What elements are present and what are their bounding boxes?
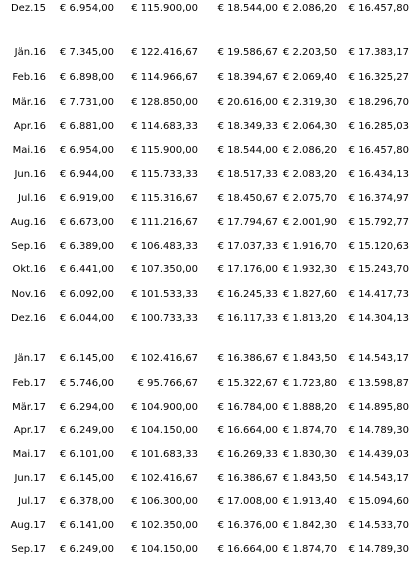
value-cell: € 7.731,00 [59,97,114,108]
period-cell: Mai.17 [12,449,46,460]
total-cell: € 104.150,00 [131,425,198,436]
table-row [0,307,412,331]
deduction-cell: € 1.874,70 [282,425,337,436]
value-cell: € 6.249,00 [59,544,114,555]
table-row [0,258,412,282]
table-row [0,467,412,491]
value-cell: € 6.044,00 [59,313,114,324]
total-cell: € 122.416,67 [131,47,198,58]
net-cell: € 16.457,80 [348,145,409,156]
total-cell: € 102.416,67 [131,473,198,484]
deduction-cell: € 2.001,90 [282,217,337,228]
table-row [0,163,412,187]
amount-cell: € 16.784,00 [217,402,278,413]
net-cell: € 14.543,17 [348,353,409,364]
amount-cell: € 15.322,67 [217,378,278,389]
table-row [0,396,412,420]
period-cell: Jän.16 [14,47,46,58]
period-cell: Nov.16 [11,289,46,300]
deduction-cell: € 2.086,20 [282,145,337,156]
table-row [0,419,412,443]
value-cell: € 6.145,00 [59,473,114,484]
table-row [0,187,412,211]
total-cell: € 102.350,00 [131,520,198,531]
period-cell: Jän.17 [14,353,46,364]
amount-cell: € 19.586,67 [217,47,278,58]
amount-cell: € 17.008,00 [217,496,278,507]
amount-cell: € 16.386,67 [217,473,278,484]
deduction-cell: € 1.843,50 [282,473,337,484]
net-cell: € 16.325,27 [348,72,409,83]
total-cell: € 106.300,00 [131,496,198,507]
total-cell: € 115.900,00 [131,145,198,156]
period-cell: Dez.16 [10,313,46,324]
total-cell: € 114.683,33 [131,121,198,132]
period-cell: Mär.17 [12,402,46,413]
amount-cell: € 16.386,67 [217,353,278,364]
amount-cell: € 16.376,00 [217,520,278,531]
net-cell: € 16.434,13 [348,169,409,180]
total-cell: € 95.766,67 [137,378,198,389]
net-cell: € 15.120,63 [348,241,409,252]
net-cell: € 14.895,80 [348,402,409,413]
value-cell: € 6.898,00 [59,72,114,83]
amount-cell: € 17.176,00 [217,264,278,275]
value-cell: € 6.378,00 [59,496,114,507]
net-cell: € 14.304,13 [348,313,409,324]
net-cell: € 16.285,03 [348,121,409,132]
period-cell: Aug.16 [10,217,46,228]
table-row [0,139,412,163]
period-cell: Aug.17 [10,520,46,531]
deduction-cell: € 1.827,60 [282,289,337,300]
amount-cell: € 17.037,33 [217,241,278,252]
amount-cell: € 16.269,33 [217,449,278,460]
deduction-cell: € 2.064,30 [282,121,337,132]
value-cell: € 6.954,00 [59,145,114,156]
total-cell: € 102.416,67 [131,353,198,364]
net-cell: € 15.792,77 [348,217,409,228]
net-cell: € 14.439,03 [348,449,409,460]
table-row [0,115,412,139]
amount-cell: € 18.349,33 [217,121,278,132]
amount-cell: € 16.664,00 [217,544,278,555]
net-cell: € 14.789,30 [348,544,409,555]
value-cell: € 6.673,00 [59,217,114,228]
net-cell: € 18.296,70 [348,97,409,108]
period-cell: Apr.16 [13,121,46,132]
period-cell: Feb.17 [12,378,46,389]
amount-cell: € 18.450,67 [217,193,278,204]
total-cell: € 115.733,33 [131,169,198,180]
net-cell: € 15.094,60 [348,496,409,507]
table-row [0,235,412,259]
deduction-cell: € 2.086,20 [282,3,337,14]
total-cell: € 104.150,00 [131,544,198,555]
value-cell: € 7.345,00 [59,47,114,58]
value-cell: € 6.389,00 [59,241,114,252]
table-row [0,538,412,562]
table-row [0,514,412,538]
table-row [0,283,412,307]
amount-cell: € 16.117,33 [217,313,278,324]
deduction-cell: € 1.813,20 [282,313,337,324]
value-cell: € 6.101,00 [59,449,114,460]
net-cell: € 14.533,70 [348,520,409,531]
period-cell: Jun.16 [14,169,46,180]
period-cell: Feb.16 [12,72,46,83]
amount-cell: € 18.394,67 [217,72,278,83]
period-cell: Sep.17 [11,544,46,555]
net-cell: € 16.457,80 [348,3,409,14]
net-cell: € 17.383,17 [348,47,409,58]
deduction-cell: € 1.830,30 [282,449,337,460]
value-cell: € 6.145,00 [59,353,114,364]
deduction-cell: € 1.888,20 [282,402,337,413]
total-cell: € 115.316,67 [131,193,198,204]
value-cell: € 6.249,00 [59,425,114,436]
value-cell: € 6.092,00 [59,289,114,300]
value-cell: € 6.881,00 [59,121,114,132]
amount-cell: € 18.544,00 [217,145,278,156]
amount-cell: € 18.517,33 [217,169,278,180]
deduction-cell: € 1.932,30 [282,264,337,275]
amount-cell: € 20.616,00 [217,97,278,108]
deduction-cell: € 1.913,40 [282,496,337,507]
total-cell: € 128.850,00 [131,97,198,108]
deduction-cell: € 2.075,70 [282,193,337,204]
amount-cell: € 16.664,00 [217,425,278,436]
amount-cell: € 18.544,00 [217,3,278,14]
value-cell: € 6.441,00 [59,264,114,275]
net-cell: € 15.243,70 [348,264,409,275]
period-cell: Mai.16 [12,145,46,156]
deduction-cell: € 1.843,50 [282,353,337,364]
deduction-cell: € 1.916,70 [282,241,337,252]
deduction-cell: € 1.842,30 [282,520,337,531]
total-cell: € 101.533,33 [131,289,198,300]
table-row [0,443,412,467]
deduction-cell: € 2.203,50 [282,47,337,58]
total-cell: € 114.966,67 [131,72,198,83]
net-cell: € 14.543,17 [348,473,409,484]
table-row [0,372,412,396]
period-cell: Apr.17 [13,425,46,436]
table-row [0,211,412,235]
table-row [0,91,412,115]
total-cell: € 101.683,33 [131,449,198,460]
table-row [0,490,412,514]
value-cell: € 6.919,00 [59,193,114,204]
period-cell: Jun.17 [14,473,46,484]
value-cell: € 6.944,00 [59,169,114,180]
total-cell: € 111.216,67 [131,217,198,228]
deduction-cell: € 1.874,70 [282,544,337,555]
total-cell: € 100.733,33 [131,313,198,324]
table-row [0,41,412,65]
value-cell: € 5.746,00 [59,378,114,389]
total-cell: € 104.900,00 [131,402,198,413]
net-cell: € 14.417,73 [348,289,409,300]
period-cell: Okt.16 [12,264,46,275]
total-cell: € 115.900,00 [131,3,198,14]
period-cell: Sep.16 [11,241,46,252]
net-cell: € 13.598,87 [348,378,409,389]
period-cell: Jul.16 [18,193,46,204]
value-cell: € 6.294,00 [59,402,114,413]
table-row [0,347,412,371]
total-cell: € 106.483,33 [131,241,198,252]
total-cell: € 107.350,00 [131,264,198,275]
deduction-cell: € 2.319,30 [282,97,337,108]
period-cell: Dez.15 [10,3,46,14]
deduction-cell: € 2.069,40 [282,72,337,83]
net-cell: € 16.374,97 [348,193,409,204]
net-cell: € 14.789,30 [348,425,409,436]
period-cell: Mär.16 [12,97,46,108]
period-cell: Jul.17 [18,496,46,507]
table-row [0,0,412,21]
deduction-cell: € 2.083,20 [282,169,337,180]
amount-cell: € 17.794,67 [217,217,278,228]
value-cell: € 6.954,00 [59,3,114,14]
deduction-cell: € 1.723,80 [282,378,337,389]
value-cell: € 6.141,00 [59,520,114,531]
amount-cell: € 16.245,33 [217,289,278,300]
table-row [0,66,412,90]
